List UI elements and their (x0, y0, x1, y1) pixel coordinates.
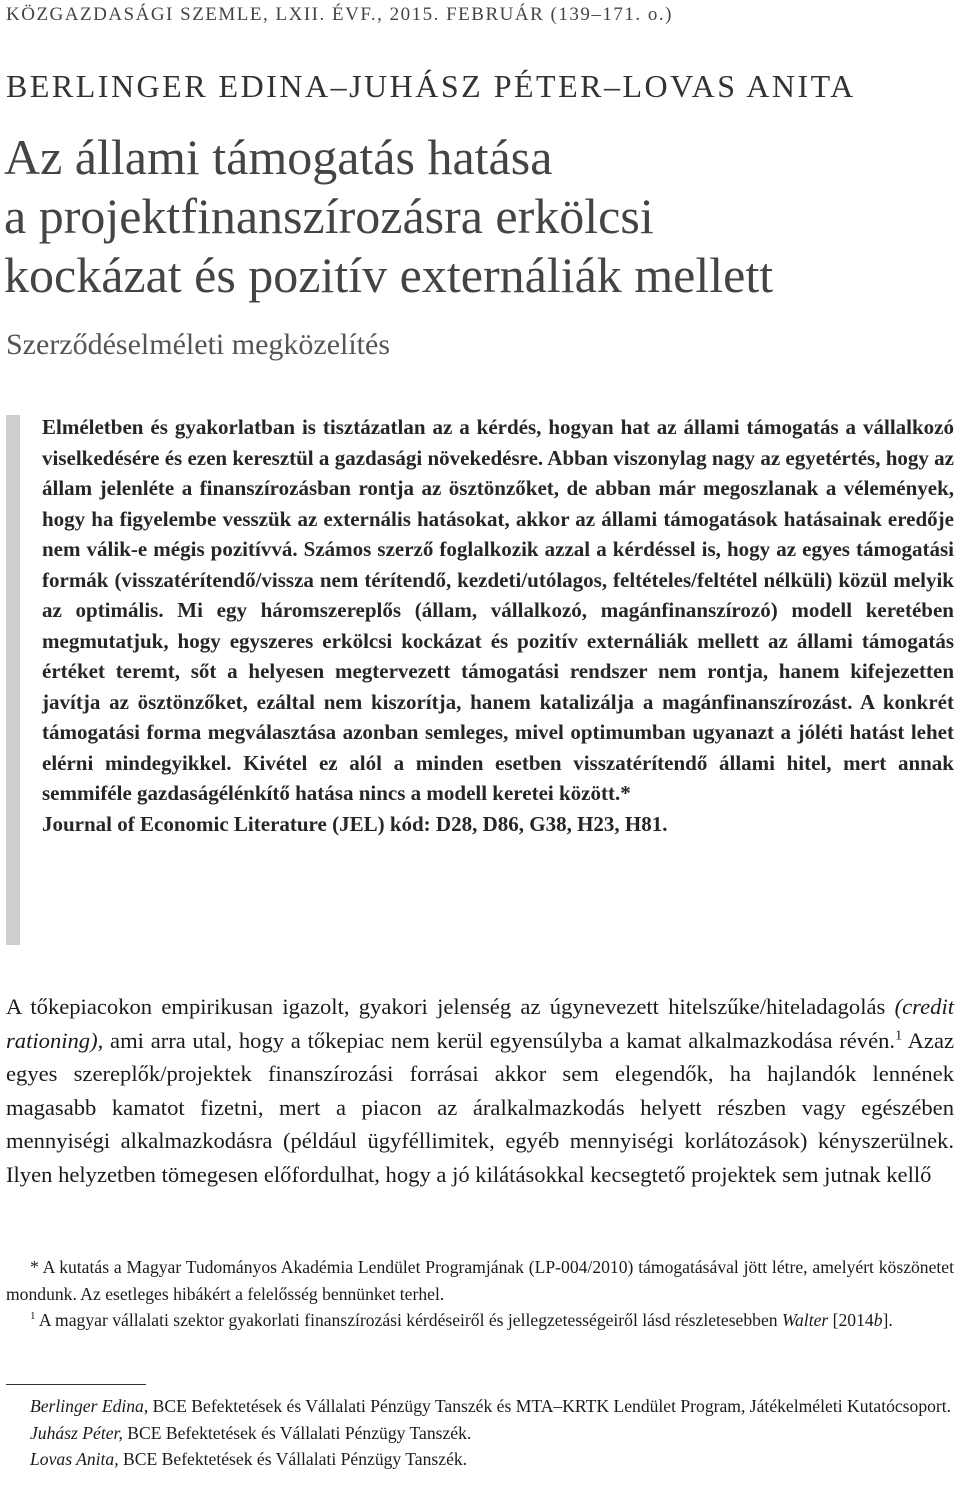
journal-header: KÖZGAZDASÁGI SZEMLE, LXII. ÉVF., 2015. FEBRUÁR (139–171. o.) (6, 4, 673, 25)
title-line-3: kockázat és pozitív externáliák mellett (4, 247, 774, 303)
body-text-part-3: Azaz egyes szereplők/projektek finanszírozási forrásai akkor sem elegendők, ha hajlandók lennének magasabb kamatot fizetni, mert a piacon az áralkalmazkodás helyett részben vagy egészében mennyiségi alkalmazkodásra (például ügyféllimitek, egyéb mennyiségi korlátozások) kényszerülnek. Ilyen helyzetben tömegesen előfordulhat, hogy a jó kilátásokkal kecsegtető projektek sem jutnak kellő (6, 1027, 954, 1187)
affiliation-text: BCE Befektetések és Vállalati Pénzügy Tanszék. (118, 1449, 468, 1469)
body-text-part-1: A tőkepiacokon empirikusan igazolt, gyakori jelenség az úgynevezett hitelszűke/hiteladagolás (6, 994, 895, 1019)
article-title (4, 128, 954, 305)
affiliation-author-name: Berlinger Edina (30, 1396, 144, 1416)
footnote-1-ref-open: [2014 (828, 1310, 874, 1330)
jel-codes: Journal of Economic Literature (JEL) kód: D28, D86, G38, H23, H81. (42, 811, 668, 836)
abstract-sidebar-bar (6, 415, 20, 945)
affiliation-text: BCE Befektetések és Vállalati Pénzügy Tanszék. (122, 1422, 472, 1443)
footnote-1-text: A magyar vállalati szektor gyakorlati finanszírozási kérdéseiről és jellegzetességeiről lásd részletesebben (35, 1310, 782, 1330)
footnote-1-ref-close: ]. (882, 1310, 893, 1330)
affiliation-text: , BCE Befektetések és Vállalati Pénzügy Tanszék és MTA–KRTK Lendület Program, Játékelméleti Kutatócsoport. (143, 1396, 952, 1416)
footnote-1-mark: 1 (30, 1310, 36, 1323)
abstract-text: Elméletben és gyakorlatban is tisztázatlan az a kérdés, hogyan hat az állami támogatás a vállalkozó viselkedésére és ezen keresztül a gazdasági növekedésre. Abban viszonylag nagy az egyetértés, hogy az állam jelenléte a finanszírozásban rontja az ösztönzőket, de abban már megoszlanak a vélemények, hogy ha figyelembe vesszük az externális hatásokat, akkor az állami támogatások hatásainak eredője nem válik-e mégis pozitívvá. Számos szerző foglalkozik azzal a kérdéssel is, hogy az egyes támogatási formák (visszatérítendő/vissza nem térítendő, kezdeti/utólagos, feltételes/feltétel nélküli) közül melyik az optimális. Mi egy háromszereplős (állam, vállalkozó, magánfinanszírozó) modell keretében megmutatjuk, hogy egyszeres erkölcsi kockázat és pozitív externáliák mellett az állami támogatás értéket teremt, sőt a helyesen megtervezett támogatási rendszer nem rontja, hanem kifejezetten javítja az ösztönzőket, ezáltal nem kiszorítja, hanem katalizálja a magánfinanszírozást. A konkrét támogatási forma megválasztása azonban semleges, mivel optimumban ugyanazt a jóléti hatást lehet elérni mindegyikkel. Kivétel ez alól a minden esetben visszatérítendő állami hitel, mert annak semmiféle gazdaságélénkítő hatása nincs a modell keretei között.* (42, 415, 954, 805)
author-affiliations (6, 1393, 954, 1473)
footnote-1 (6, 1307, 954, 1334)
body-italic-term: (credit rationing), (6, 994, 954, 1053)
title-line-1: Az állami támogatás hatása (4, 129, 553, 185)
body-paragraph (6, 990, 954, 1191)
footnotes (6, 1254, 954, 1334)
footnote-reference-1[interactable]: 1 (895, 1027, 903, 1043)
affiliation-item (6, 1420, 954, 1447)
footnote-1-cited-author: Walter (781, 1310, 829, 1330)
title-line-2: a projektfinanszírozásra erkölcsi (4, 188, 654, 244)
footnote-1-ref-letter: b (873, 1310, 883, 1330)
article-subtitle: Szerződéselméleti megközelítés (6, 328, 391, 361)
affiliation-item (6, 1446, 954, 1473)
affiliation-author-name: Lovas Anita, (30, 1449, 119, 1469)
footnote-star: * A kutatás a Magyar Tudományos Akadémia Lendület Programjának (LP-004/2010) támogatásával jött létre, amelyért köszönetet mondunk. Az esetleges hibákért a felelősség bennünket terhel. (6, 1257, 954, 1304)
body-text-part-2: ami arra utal, hogy a tőkepiac nem kerül egyensúlyba a kamat alkalmazkodása révén. (103, 1027, 896, 1053)
affiliation-item (6, 1393, 954, 1420)
abstract (42, 412, 954, 839)
author-names: BERLINGER EDINA–JUHÁSZ PÉTER–LOVAS ANITA (6, 68, 856, 104)
affiliation-author-name: Juhász Péter, (30, 1422, 123, 1443)
affiliation-divider (6, 1384, 146, 1385)
